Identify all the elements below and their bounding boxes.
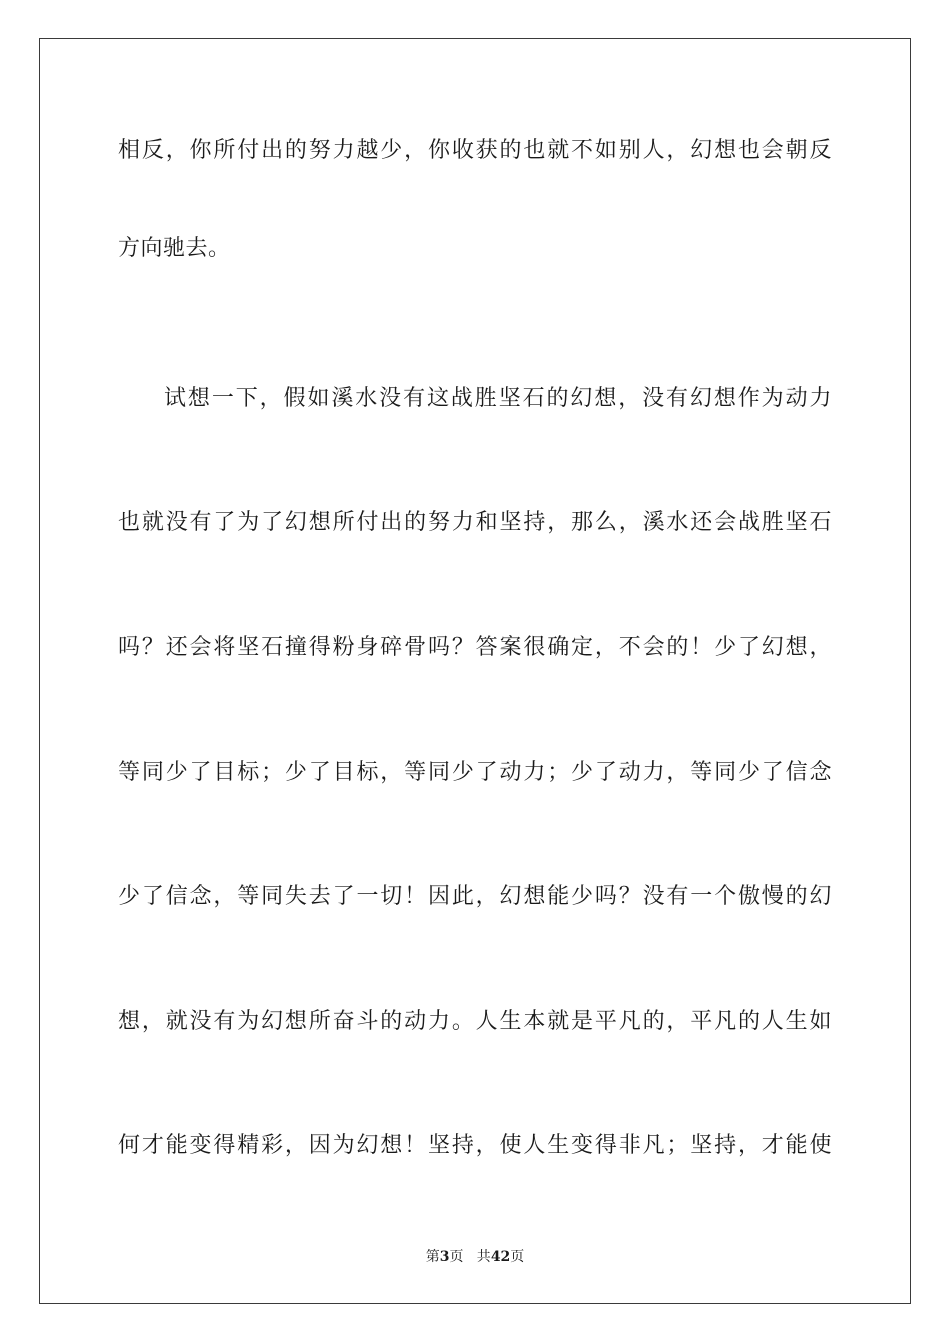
page-border (39, 38, 911, 1304)
text-line: 少了信念，等同失去了一切！因此，幻想能少吗？没有一个傲慢的幻 (118, 884, 832, 909)
page-footer (0, 1246, 950, 1266)
footer-suffix: 页 (510, 1249, 525, 1265)
footer-mid: 页 共 (449, 1249, 491, 1265)
footer-prefix: 第 (425, 1249, 440, 1265)
text-line: 想，就没有为幻想所奋斗的动力。人生本就是平凡的，平凡的人生如 (118, 1009, 832, 1034)
text-line: 吗？还会将坚石撞得粉身碎骨吗？答案很确定，不会的！少了幻想， (118, 635, 832, 660)
current-page-number: 3 (439, 1249, 450, 1265)
total-page-count: 42 (490, 1249, 511, 1265)
paragraph-start-line: 试想一下，假如溪水没有这战胜坚石的幻想，没有幻想作为动力 (164, 386, 832, 411)
text-line: 也就没有了为了幻想所付出的努力和坚持，那么，溪水还会战胜坚石 (118, 510, 832, 535)
text-line: 何才能变得精彩，因为幻想！坚持，使人生变得非凡；坚持，才能使 (118, 1133, 832, 1158)
text-line: 相反，你所付出的努力越少，你收获的也就不如别人，幻想也会朝反 (118, 138, 832, 163)
text-line: 等同少了目标；少了目标，等同少了动力；少了动力，等同少了信念 (118, 760, 832, 785)
text-line: 方向驰去。 (118, 236, 231, 261)
